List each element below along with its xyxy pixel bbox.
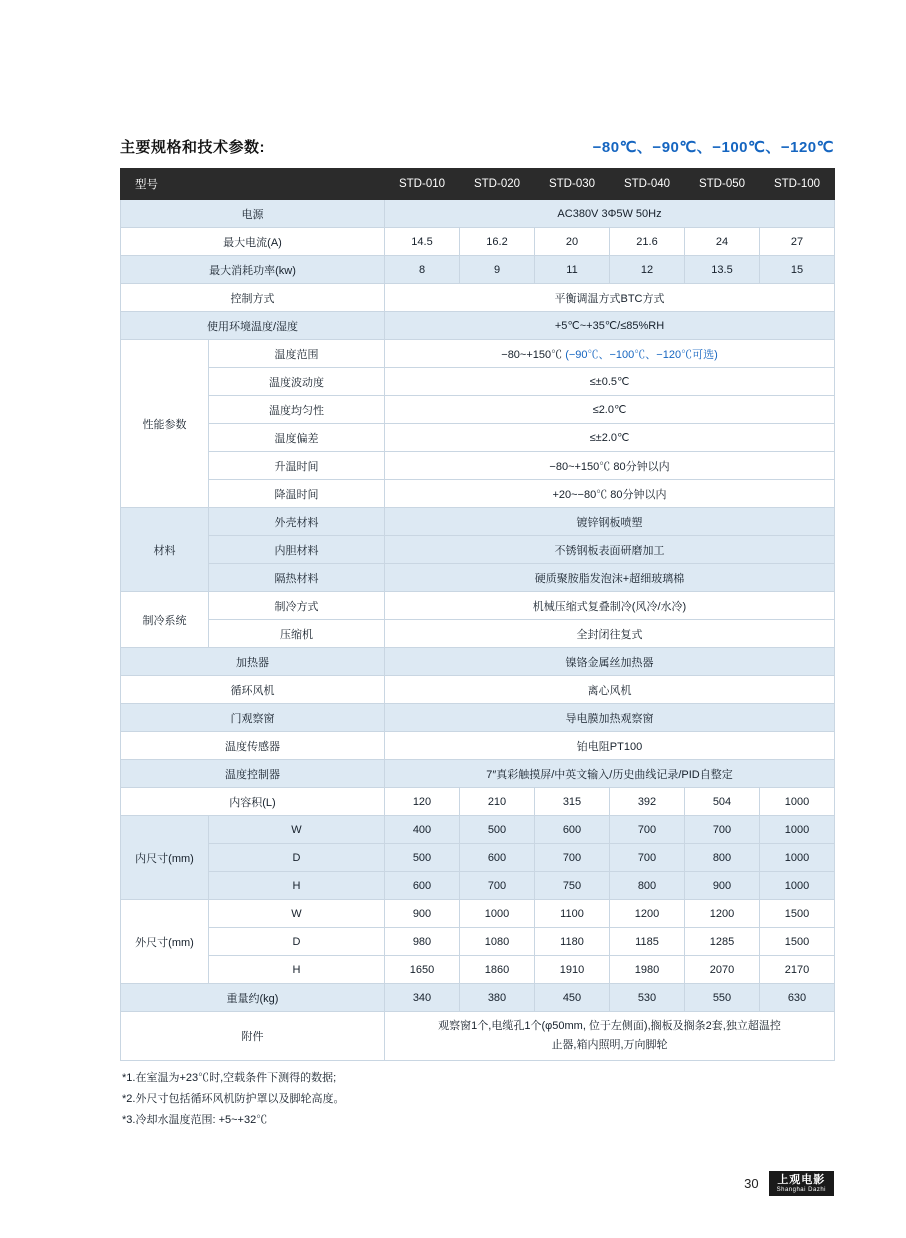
cell-volume-3: 392: [610, 788, 685, 816]
cell-inner-w-1: 500: [460, 816, 535, 844]
header-model-5: STD-100: [760, 169, 835, 200]
subrow-label-refrigeration-mode: 制冷方式: [209, 592, 385, 620]
cell-inner-d-4: 800: [685, 844, 760, 872]
cell-outer-h-1: 1860: [460, 956, 535, 984]
cell-max-current-5: 27: [760, 228, 835, 256]
row-label-window: 门观察窗: [121, 704, 385, 732]
cell-max-current-1: 16.2: [460, 228, 535, 256]
row-value-controller: 7″真彩触摸屏/中英文输入/历史曲线记录/PID自整定: [385, 760, 835, 788]
footnote-1: *1.在室温为+23℃时,空载条件下测得的数据;: [122, 1072, 337, 1084]
subrow-value-liner-material: 不锈钢板表面研磨加工: [385, 536, 835, 564]
row-value-control-mode: 平衡调温方式BTC方式: [385, 284, 835, 312]
cell-outer-h-3: 1980: [610, 956, 685, 984]
subrow-label-inner-d: D: [209, 844, 385, 872]
cell-volume-1: 210: [460, 788, 535, 816]
row-label-environment: 使用环境温度/湿度: [121, 312, 385, 340]
cell-max-power-0: 8: [385, 256, 460, 284]
subrow-value-temp-uniformity: ≤2.0℃: [385, 396, 835, 424]
header-model-0: STD-010: [385, 169, 460, 200]
cell-outer-d-3: 1185: [610, 928, 685, 956]
group-label-refrigeration: 制冷系统: [121, 592, 209, 648]
header-model-label: 型号: [121, 169, 385, 200]
cell-inner-d-2: 700: [535, 844, 610, 872]
row-value-sensor: 铂电阻PT100: [385, 732, 835, 760]
cell-inner-h-3: 800: [610, 872, 685, 900]
subrow-label-compressor: 压缩机: [209, 620, 385, 648]
table-row: [121, 228, 835, 256]
table-row: [121, 480, 835, 508]
page-number: 30: [744, 1176, 759, 1192]
cell-inner-w-5: 1000: [760, 816, 835, 844]
row-label-max-power: 最大消耗功率(kw): [121, 256, 385, 284]
table-row: [121, 508, 835, 536]
row-value-window: 导电膜加热观察窗: [385, 704, 835, 732]
cell-volume-5: 1000: [760, 788, 835, 816]
cell-outer-w-4: 1200: [685, 900, 760, 928]
accessories-line-1: 观察窗1个,电缆孔1个(φ50mm, 位于左侧面),搁板及搁条2套,独立超温控: [438, 1020, 781, 1033]
table-row: [121, 396, 835, 424]
page-footer: [744, 1171, 834, 1196]
cell-inner-w-4: 700: [685, 816, 760, 844]
group-label-performance: 性能参数: [121, 340, 209, 508]
table-row: [121, 424, 835, 452]
table-row: [121, 956, 835, 984]
cell-inner-w-3: 700: [610, 816, 685, 844]
subrow-label-temp-uniformity: 温度均匀性: [209, 396, 385, 424]
table-row: [121, 872, 835, 900]
row-label-max-current: 最大电流(A): [121, 228, 385, 256]
header-model-1: STD-020: [460, 169, 535, 200]
table-row: [121, 284, 835, 312]
cell-volume-4: 504: [685, 788, 760, 816]
temp-range-main: −80~+150℃: [501, 348, 566, 361]
table-row: [121, 564, 835, 592]
cell-outer-d-1: 1080: [460, 928, 535, 956]
cell-weight-2: 450: [535, 984, 610, 1012]
cell-inner-h-0: 600: [385, 872, 460, 900]
cell-inner-d-5: 1000: [760, 844, 835, 872]
table-row: [121, 648, 835, 676]
group-label-outer-size: 外尺寸(mm): [121, 900, 209, 984]
cell-outer-w-1: 1000: [460, 900, 535, 928]
cell-weight-0: 340: [385, 984, 460, 1012]
table-row: [121, 200, 835, 228]
cell-max-current-3: 21.6: [610, 228, 685, 256]
cell-max-current-4: 24: [685, 228, 760, 256]
row-label-control-mode: 控制方式: [121, 284, 385, 312]
table-row: [121, 620, 835, 648]
row-value-fan: 离心风机: [385, 676, 835, 704]
row-value-heater: 镍铬金属丝加热器: [385, 648, 835, 676]
table-row: [121, 452, 835, 480]
cell-volume-2: 315: [535, 788, 610, 816]
table-row: [121, 592, 835, 620]
cell-inner-h-4: 900: [685, 872, 760, 900]
table-row: [121, 788, 835, 816]
cell-max-power-5: 15: [760, 256, 835, 284]
cell-weight-3: 530: [610, 984, 685, 1012]
subrow-label-heating-time: 升温时间: [209, 452, 385, 480]
cell-weight-1: 380: [460, 984, 535, 1012]
subrow-label-outer-w: W: [209, 900, 385, 928]
table-row: [121, 704, 835, 732]
table-row: [121, 368, 835, 396]
cell-weight-5: 630: [760, 984, 835, 1012]
row-value-accessories: [385, 1012, 835, 1061]
cell-outer-w-3: 1200: [610, 900, 685, 928]
subrow-label-temp-range: 温度范围: [209, 340, 385, 368]
cell-inner-w-2: 600: [535, 816, 610, 844]
subrow-value-shell-material: 镀锌钢板喷塑: [385, 508, 835, 536]
subrow-label-cooling-time: 降温时间: [209, 480, 385, 508]
cell-volume-0: 120: [385, 788, 460, 816]
cell-inner-h-1: 700: [460, 872, 535, 900]
row-value-power-supply: AC380V 3Φ5W 50Hz: [385, 200, 835, 228]
cell-outer-h-5: 2170: [760, 956, 835, 984]
cell-outer-h-0: 1650: [385, 956, 460, 984]
cell-max-power-1: 9: [460, 256, 535, 284]
header-model-3: STD-040: [610, 169, 685, 200]
subrow-value-temp-range: [385, 340, 835, 368]
header-model-2: STD-030: [535, 169, 610, 200]
header-model-4: STD-050: [685, 169, 760, 200]
subrow-label-liner-material: 内胆材料: [209, 536, 385, 564]
footnotes: [122, 1068, 344, 1131]
subrow-label-inner-h: H: [209, 872, 385, 900]
subrow-value-cooling-time: +20~−80℃ 80分钟以内: [385, 480, 835, 508]
cell-outer-h-2: 1910: [535, 956, 610, 984]
table-row: [121, 928, 835, 956]
row-label-sensor: 温度传感器: [121, 732, 385, 760]
table-row: [121, 1012, 835, 1061]
row-label-volume: 内容积(L): [121, 788, 385, 816]
subrow-label-outer-d: D: [209, 928, 385, 956]
row-label-heater: 加热器: [121, 648, 385, 676]
logo-chinese-name: 上观电影: [777, 1174, 826, 1187]
table-row: [121, 256, 835, 284]
page-title: 主要规格和技术参数:: [120, 139, 265, 156]
table-row: [121, 760, 835, 788]
footnote-3: *3.冷却水温度范围: +5~+32℃: [122, 1113, 268, 1126]
row-value-environment: +5℃~+35℃/≤85%RH: [385, 312, 835, 340]
cell-outer-d-2: 1180: [535, 928, 610, 956]
table-row: [121, 340, 835, 368]
group-label-inner-size: 内尺寸(mm): [121, 816, 209, 900]
subrow-value-refrigeration-mode: 机械压缩式复叠制冷(风冷/水冷): [385, 592, 835, 620]
cell-weight-4: 550: [685, 984, 760, 1012]
subrow-label-insulation-material: 隔热材料: [209, 564, 385, 592]
cell-inner-h-2: 750: [535, 872, 610, 900]
cell-max-power-3: 12: [610, 256, 685, 284]
subrow-label-outer-h: H: [209, 956, 385, 984]
table-row: [121, 536, 835, 564]
row-label-weight: 重量约(kg): [121, 984, 385, 1012]
cell-max-current-2: 20: [535, 228, 610, 256]
cell-outer-d-0: 980: [385, 928, 460, 956]
subrow-label-inner-w: W: [209, 816, 385, 844]
subrow-label-shell-material: 外壳材料: [209, 508, 385, 536]
specifications-table: [120, 168, 835, 1061]
cell-outer-h-4: 2070: [685, 956, 760, 984]
group-label-material: 材料: [121, 508, 209, 592]
footnote-2: *2.外尺寸包括循环风机防护罩以及脚轮高度。: [122, 1092, 345, 1105]
accessories-line-2: 止器,箱内照明,万向脚轮: [551, 1039, 668, 1051]
row-label-power-supply: 电源: [121, 200, 385, 228]
cell-inner-d-3: 700: [610, 844, 685, 872]
subrow-value-heating-time: −80~+150℃ 80分钟以内: [385, 452, 835, 480]
cell-outer-d-5: 1500: [760, 928, 835, 956]
subrow-value-temp-deviation: ≤±2.0℃: [385, 424, 835, 452]
temperature-options: −80℃、−90℃、−100℃、−120℃: [592, 139, 834, 156]
table-row: [121, 312, 835, 340]
cell-outer-d-4: 1285: [685, 928, 760, 956]
section-header: [120, 136, 834, 157]
table-row: [121, 900, 835, 928]
cell-inner-h-5: 1000: [760, 872, 835, 900]
table-header-row: [121, 169, 835, 200]
cell-max-power-2: 11: [535, 256, 610, 284]
cell-inner-d-1: 600: [460, 844, 535, 872]
cell-outer-w-0: 900: [385, 900, 460, 928]
logo-english-name: Shanghai Dazhi: [776, 1186, 826, 1193]
cell-inner-w-0: 400: [385, 816, 460, 844]
cell-max-current-0: 14.5: [385, 228, 460, 256]
temp-range-note: (−90℃、−100℃、−120℃可选): [565, 348, 718, 361]
table-row: [121, 984, 835, 1012]
cell-outer-w-5: 1500: [760, 900, 835, 928]
row-label-accessories: 附件: [121, 1012, 385, 1061]
table-row: [121, 676, 835, 704]
table-row: [121, 732, 835, 760]
table-row: [121, 844, 835, 872]
cell-max-power-4: 13.5: [685, 256, 760, 284]
subrow-value-insulation-material: 硬质聚胺脂发泡沫+超细玻璃棉: [385, 564, 835, 592]
cell-inner-d-0: 500: [385, 844, 460, 872]
subrow-label-temp-fluctuation: 温度波动度: [209, 368, 385, 396]
subrow-value-compressor: 全封闭往复式: [385, 620, 835, 648]
company-logo: [769, 1171, 834, 1196]
subrow-label-temp-deviation: 温度偏差: [209, 424, 385, 452]
table-row: [121, 816, 835, 844]
subrow-value-temp-fluctuation: ≤±0.5℃: [385, 368, 835, 396]
row-label-fan: 循环风机: [121, 676, 385, 704]
cell-outer-w-2: 1100: [535, 900, 610, 928]
row-label-controller: 温度控制器: [121, 760, 385, 788]
